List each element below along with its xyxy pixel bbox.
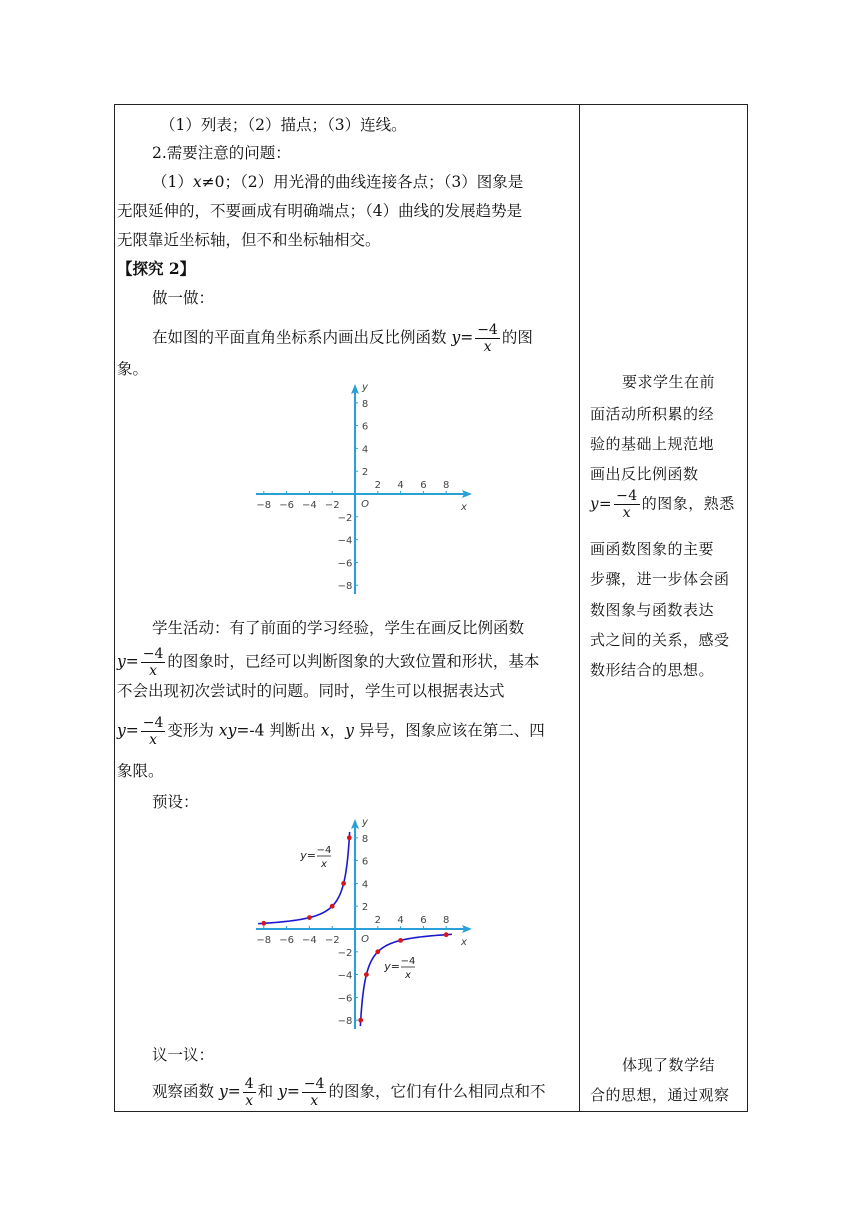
note1-line-1: 要求学生在前: [622, 373, 716, 391]
task-line-1: 在如图的平面直角坐标系内画出反比例函数 y= $\frac{-4}{x}$ 的图: [152, 322, 533, 355]
plotted-point: [341, 881, 346, 886]
x-tick-label: 4: [397, 915, 404, 926]
y-tick-label: −2: [337, 947, 353, 959]
activity-line-3: 不会出现初次尝试时的问题。同时，学生可以根据表达式: [117, 682, 505, 700]
y-tick-label: 8: [361, 398, 369, 410]
y-tick-label: 6: [361, 856, 369, 868]
note1-line-3: 验的基础上规范地: [590, 435, 715, 453]
activity-line-4: y= $\frac{-4}{x}$ 变形为 xy=-4 判断出 x，y 异号，图象应该在第二、四: [117, 715, 545, 748]
observe-line: 观察函数 y= $\frac{4}{x}$ 和 y= $\frac{-4}{x}$ 的图象，它们有什么相同点和不: [152, 1076, 546, 1109]
curve-label-den: x: [405, 970, 411, 981]
x-axis-label: x: [461, 937, 467, 948]
x-tick-label: 2: [374, 915, 381, 926]
y-tick-label: −2: [337, 512, 353, 524]
note1-line-10: 数形结合的思想。: [590, 661, 715, 679]
y-tick-label: −4: [337, 535, 353, 547]
plotted-point: [330, 904, 335, 909]
origin-label: O: [361, 499, 369, 510]
y-tick-label: 4: [361, 444, 369, 456]
curve-label-den: x: [321, 859, 327, 870]
activity-line-5: 象限。: [117, 762, 164, 780]
curve-label-q4: [383, 956, 415, 981]
x-tick-label: −6: [279, 500, 294, 511]
fraction-neg4-over-x: $\frac{-4}{x}$: [616, 488, 638, 521]
plotted-point: [398, 938, 403, 943]
note1-line-6: 画函数图象的主要: [590, 540, 715, 558]
curve-label-num: −4: [316, 845, 332, 856]
explore-heading: 【探究 2】: [117, 259, 196, 278]
activity-line-2: y= $\frac{-4}{x}$ 的图象时，已经可以判断图象的大致位置和形状，基本: [117, 646, 540, 679]
y-tick-label: 2: [361, 902, 369, 914]
discuss-label: 议一议：: [152, 1046, 215, 1064]
note2-line-2: 合的思想，通过观察: [590, 1086, 730, 1104]
x-tick-label: 2: [374, 480, 381, 491]
hyperbola-branch-q2: [258, 832, 350, 924]
x-tick-label: 4: [397, 480, 404, 491]
plotted-point: [307, 915, 312, 920]
preset-label: 预设：: [152, 793, 199, 811]
curve-label-q2: [299, 845, 331, 870]
fraction-neg4-over-x: $\frac{-4}{x}$: [303, 1076, 325, 1109]
fraction-neg4-over-x: $\frac{-4}{x}$: [477, 322, 498, 355]
notes-heading: 2.需要注意的问题：: [152, 144, 291, 162]
y-tick-label: 2: [361, 467, 369, 479]
hyperbola-graph: [250, 815, 480, 1035]
y-axis-label: y: [362, 817, 368, 828]
plotted-point: [347, 835, 352, 840]
notes-line-3: 无限靠近坐标轴，但不和坐标轴相交。: [117, 231, 381, 249]
y-tick-label: 4: [361, 879, 369, 891]
fraction-neg4-over-x: $\frac{-4}{x}$: [142, 715, 164, 748]
plotted-point: [358, 1018, 363, 1023]
x-tick-label: −4: [302, 500, 317, 511]
steps-line: （1）列表；（2）描点；（3）连线。: [160, 116, 407, 134]
note1-line-8: 数图象与函数表达: [590, 601, 715, 619]
curve-label-num: −4: [400, 956, 416, 967]
column-divider: [579, 105, 580, 1111]
x-tick-label: 8: [443, 915, 450, 926]
x-tick-label: 8: [443, 480, 450, 491]
plotted-point: [444, 932, 449, 937]
note1-line-5: y= $\frac{-4}{x}$ 的图象，熟悉: [590, 488, 735, 521]
notes-line-2: 无限延伸的，不要画成有明确端点；（4）曲线的发展趋势是: [117, 202, 523, 220]
x-tick-label: −4: [302, 935, 317, 946]
y-tick-label: 6: [361, 421, 369, 433]
y-tick-label: −4: [337, 970, 353, 982]
x-axis-label: x: [461, 502, 467, 513]
activity-line-1: 学生活动：有了前面的学习经验，学生在画反比例函数: [152, 619, 525, 637]
task-line-2: 象。: [117, 360, 149, 378]
note1-line-4: 画出反比例函数: [590, 465, 699, 483]
x-tick-label: −6: [279, 935, 294, 946]
y-tick-label: −8: [337, 1016, 353, 1028]
x-tick-label: −8: [256, 935, 272, 946]
empty-coordinate-plane: [250, 380, 480, 600]
y-tick-label: −6: [337, 558, 353, 570]
note2-line-1: 体现了数学结: [622, 1056, 716, 1074]
y-tick-label: −6: [337, 993, 353, 1005]
fraction-neg4-over-x: $\frac{-4}{x}$: [142, 646, 164, 679]
do-it-label: 做一做：: [152, 289, 215, 307]
note1-line-9: 式之间的关系，感受: [590, 631, 730, 649]
notes-line-1: （1）x≠0；（2）用光滑的曲线连接各点；（3）图象是: [152, 173, 524, 191]
x-tick-label: 6: [420, 480, 427, 491]
note1-line-2: 面活动所积累的经: [590, 405, 715, 423]
x-tick-label: −2: [324, 500, 340, 511]
curve-label-y: y=: [300, 849, 316, 862]
y-tick-label: 8: [361, 833, 369, 845]
plotted-point: [375, 949, 380, 954]
y-axis-label: y: [362, 382, 368, 393]
plotted-point: [364, 972, 369, 977]
x-tick-label: 6: [420, 915, 427, 926]
y-tick-label: −8: [337, 581, 353, 593]
note1-line-7: 步骤，进一步体会函: [590, 570, 730, 588]
plotted-point: [261, 921, 266, 926]
fraction-4-over-x: $\frac{4}{x}$: [244, 1076, 254, 1109]
x-tick-label: −2: [324, 935, 340, 946]
curve-label-y: y=: [384, 960, 400, 973]
x-tick-label: −8: [256, 500, 272, 511]
origin-label: O: [361, 934, 369, 945]
